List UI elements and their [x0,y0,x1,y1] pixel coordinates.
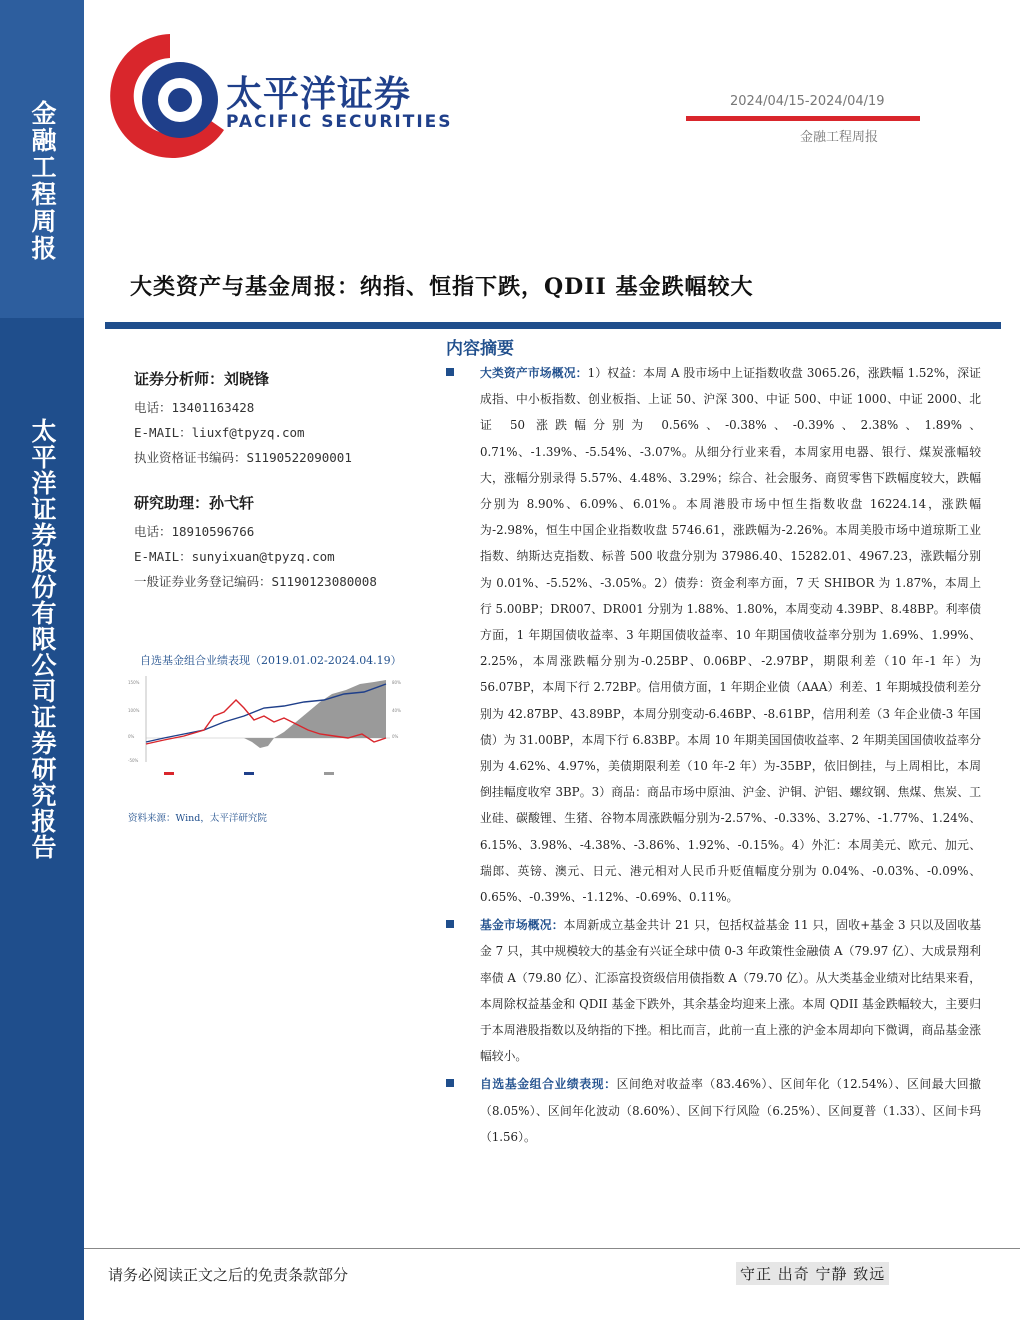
paragraph-lead: 自选基金组合业绩表现： [480,1077,617,1092]
analyst-email: E-MAIL：liuxf@tpyzq.com [134,425,305,440]
fund-portfolio-chart-image [124,672,412,794]
paragraph-body: 区间绝对收益率（83.46%）、区间年化（12.54%）、区间最大回撤（8.05%）、区间年化波动（8.60%）、区间下行风险（6.25%）、区间夏普（1.33）、区间卡玛（1.56）。 [480,1077,981,1144]
logo-chinese-name: 太平洋证券 [226,74,412,115]
svg-text:40%: 40% [392,708,401,713]
assistant-email: E-MAIL：sunyixuan@tpyzq.com [134,549,335,564]
paragraph-body: 1）权益：本周 A 股市场中上证指数收盘 3065.26，涨跌幅 1.52%，深证成指、中小板指数、创业板指、上证 50、沪深 300、中证 500、中证 1000、中证 2000、北证 50 涨跌幅分别为 0.56%、-0.38%、-0.39%、2.38%、1.89%、0.71%、-1.39%、-5.54%、-3.07%。从细分行业来看，本周家用电器、银行、煤炭涨幅较大，涨幅分别录得 5.57%、4.48%、3.29%；综合、社会服务、商贸零售下跌幅度较大，跌幅分别为 8.90%、6.09%、6.01%。本周港股市场中恒生指数收盘 16224.14，涨跌幅为-2.98%，恒生中国企业指数收盘 5746.61，涨跌幅为-2.26%。本周美股市场中道琼斯工业指数、纳斯达克指数、标普 500 收盘分别为 37986.40、15282.01、4967.23，涨跌幅分别为 0.01%、-5.52%、-3.05%。2）债券：资金利率方面，7 天 SHIBOR 为 1.87%，本周上行 5.00BP；DR007、DR001 分别为 1.88%、1.80%，本周变动 4.39BP、8.48BP。利率债方面，1 年期国债收益率、3 年期国债收益率、10 年期国债收益率分别为 1.69%、1.99%、2.25%，本周涨跌幅分别为-0.25BP、0.06BP、-2.97BP，期限利差（10 年-1 年）为 56.07BP，本周下行 2.72BP。信用债方面，1 年期企业债（AAA）利差、1 年期城投债利差分别为 42.87BP、43.89BP，本周分别变动-6.46BP、-8.61BP，信用利差（3 年企业债-3 年国债）为 31.00BP，本周下行 6.83BP。本周 10 年期美国国债收益率、2 年期美国国债收益率分别为 4.62%、4.97%，美债期限利差（10 年-2 年）为-35BP，依旧倒挂，与上周相比，本周倒挂幅度收窄 3BP。3）商品：商品市场中原油、沪金、沪铜、沪铝、螺纹钢、焦煤、焦炭、工业硅、碳酸锂、生猪、谷物本周涨跌幅分别为-2.57%、-0.33%、3.27%、-1.77%、1.24%、6.15%、3.98%、-4.38%、-3.86%、1.92%、-0.15%。4）外汇：本周美元、欧元、加元、瑞郎、英镑、澳元、日元、港元相对人民币升贬值幅度分别为 0.04%、-0.03%、-0.09%、0.65%、-0.39%、-1.12%、-0.69%、0.11%。 [480,366,981,905]
summary-paragraph-assets [446,360,981,910]
report-date-range: 2024/04/15-2024/04/19 [730,94,885,109]
svg-text:80%: 80% [392,680,401,685]
summary-heading: 内容摘要 [446,339,514,359]
title-divider [105,322,1001,329]
svg-text:-50%: -50% [128,758,139,763]
summary-content [446,360,981,1152]
paragraph-lead: 基金市场概况： [480,918,564,933]
sidebar [0,0,84,1320]
analyst-name: 证券分析师：刘晓锋 [134,370,270,388]
svg-text:100%: 100% [128,708,140,713]
summary-paragraph-funds [446,912,981,1069]
report-title: 大类资产与基金周报：纳指、恒指下跌，QDII 基金跌幅较大 [130,274,754,300]
sidebar-report-type: 金融工程周报 [28,100,57,262]
assistant-name: 研究助理：孙弋轩 [134,494,255,512]
svg-text:0%: 0% [128,734,135,739]
assistant-phone: 电话：18910596766 [134,524,255,539]
analyst-phone: 电话：13401163428 [134,400,255,415]
analyst-cert: 执业资格证书编码：S1190522090001 [134,450,352,465]
footer-disclaimer: 请务必阅读正文之后的免责条款部分 [108,1266,349,1284]
bullet-square-icon [446,1079,454,1087]
sidebar-company-name: 太平洋证券股份有限公司证券研究报告 [28,418,57,860]
footer-divider [84,1248,1020,1249]
svg-text:0%: 0% [392,734,399,739]
paragraph-body: 本周新成立基金共计 21 只，包括权益基金 11 只，固收+基金 3 只以及固收基金 7 只，其中规模较大的基金有兴证全球中债 0-3 年政策性金融债 A（79.97 亿）、大成景翔利率债 A（79.80 亿）、汇添富投资级信用债指数 A（79.70 亿）。从大类基金业绩对比结果来看，本周除权益基金和 QDII 基金下跌外，其余基金均迎来上涨。本周 QDII 基金跌幅较大，主要归于本周港股指数以及纳指的下挫。相比而言，此前一直上涨的沪金本周却向下微调，商品基金涨幅较小。 [480,918,981,1064]
chart-source: 资料来源：Wind，太平洋研究院 [128,813,267,824]
header-red-rule [686,116,920,121]
author-info [134,368,424,594]
bullet-square-icon [446,920,454,928]
logo-english-name: PACIFIC SECURITIES [226,112,453,132]
summary-paragraph-portfolio [446,1071,981,1150]
footer-motto: 守正 出奇 宁静 致远 [736,1262,889,1285]
paragraph-lead: 大类资产市场概况： [480,366,588,380]
bullet-square-icon [446,368,454,376]
chart-title: 自选基金组合业绩表现（2019.01.02-2024.04.19） [140,654,402,667]
assistant-cert: 一般证券业务登记编码：S1190123080008 [134,574,377,589]
svg-text:150%: 150% [128,680,140,685]
report-type-label: 金融工程周报 [800,130,879,145]
